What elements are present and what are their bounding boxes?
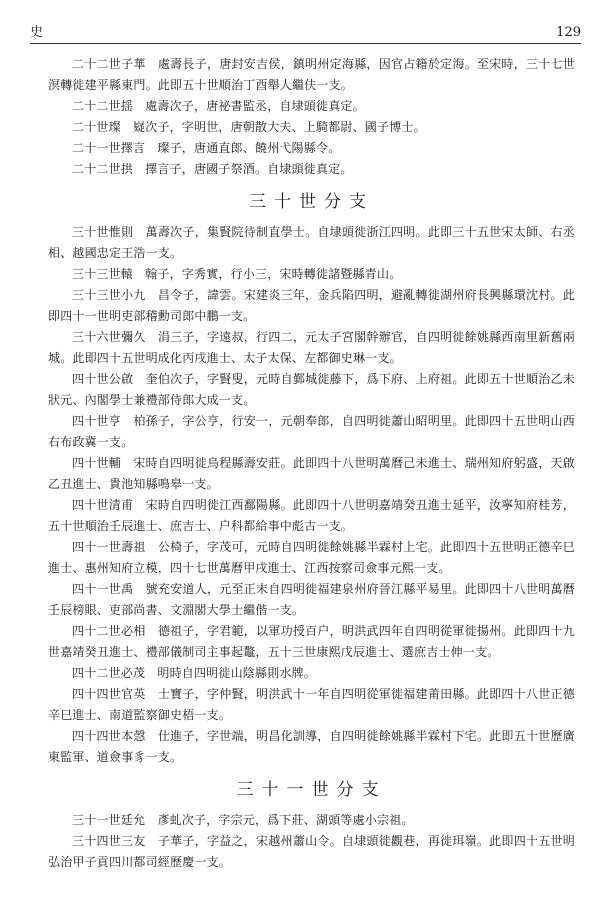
lineage-entry: 三十三世轅 翰子，字秀實，行小三，宋時轉徙諸暨縣青山。 xyxy=(72,267,402,281)
lineage-entry: 四十世輔 宋時自四明徙烏程縣壽安莊。此即四十八世明萬曆己未進士、瑞州知府躬盛，天啟乙丑進士、貴池知縣鳴皋一支。 xyxy=(48,456,575,491)
lineage-entry: 四十世公啟 奎伯次子，字賢叟，元時自鄞城徙藤下，爲下府、上府祖。此即五十世順治乙未狀元、內閣學士兼禮部侍郎大成一支。 xyxy=(48,372,575,407)
lineage-entry: 四十四世官英 士寶子，字仲賢，明洪武十一年自四明從軍徙福建莆田縣。此即四十八世正德辛巳進士、南道監察御史梧一支。 xyxy=(48,687,575,722)
section-heading: 三十世分支 xyxy=(249,192,374,212)
lineage-entry: 二十一世擇言 璨子，唐通直郎、饒州弋陽縣令。 xyxy=(72,141,341,155)
lineage-entry: 二十二世揺 處壽次子，唐祕書監丞，自埭頭徙真定。 xyxy=(72,99,365,113)
lineage-entry: 三十三世小九 昌令子，諱雲。宋建炎三年，金兵陷四明，避亂轉徙湖州府長興縣環沈村。此即四十一世明吏部稽勳司郎中鵬一支。 xyxy=(48,288,575,323)
lineage-entry: 四十二世必茂 明時自四明徙山陰縣則水牌。 xyxy=(72,666,317,680)
running-title: 史 xyxy=(30,25,44,40)
lineage-entry: 三十六世彌久 涓三子，字遠叔，行四二，元太子宮閣幹辦官，自四明徙餘姚縣西南里新舊兩城。此即四十五世明成化丙戌進士、太子太保、左都御史琳一支。 xyxy=(48,330,575,365)
lineage-entry: 三十四世三友 子華子，字益之，宋越州蕭山令。自埭頭徙觀巷，再徙珥嶺。此即四十五世明弘治甲子貢四川都司經歷慶一支。 xyxy=(48,834,575,869)
lineage-entry: 四十世清甫 宋時自四明徙江西鄱陽縣。此即四十八世明嘉靖癸丑進士延平，汝寧知府桂芳，五十世順治壬辰進士、庶吉士、户科都給事中彪古一支。 xyxy=(48,498,575,533)
lineage-entry: 四十二世必相 德祖子，字君範，以軍功授百户，明洪武四年自四明從軍徙揚州。此即四十九世嘉靖癸丑進士、禮部儀制司主事起鼇，五十三世康熙戊辰進士、選庶吉士伸一支。 xyxy=(48,624,575,659)
lineage-entry: 四十世亨 柏孫子，字公亨，行安一，元朝奉郎，自四明徙蕭山昭明里。此即四十五世明山西右布政冀一支。 xyxy=(48,414,575,449)
lineage-entry: 四十一世禹 號充安道人，元至正末自四明徙福建泉州府晉江縣平易里。此即四十八世明萬曆壬辰榜眼、吏部尚書、文淵閣大學士繼偕一支。 xyxy=(48,582,575,617)
lineage-entry: 二十二世拱 擇言子，唐國子祭酒。自埭頭徙真定。 xyxy=(72,162,353,176)
running-header xyxy=(30,16,581,44)
section-heading: 三十一世分支 xyxy=(236,780,387,800)
lineage-entry: 四十四世本愨 仕進子，字世端，明昌化訓導，自四明徙餘姚縣半霖村下宅。此即五十世歷廣東監軍、道僉事豸一支。 xyxy=(48,729,575,764)
lineage-entry: 二十世璨 嶷次子，字明世，唐朝散大夫、上騎都尉、國子博士。 xyxy=(72,120,426,134)
lineage-entry: 四十一世壽祖 公椅子，字茂可，元時自四明徙餘姚縣半霖村上宅。此即四十五世明正德辛巳進士、惠州知府立模，四十七世萬曆甲戌進士、江西按察司僉事元熙一支。 xyxy=(48,540,575,575)
page-body xyxy=(48,54,575,873)
lineage-entry: 二十二世子華 處壽長子，唐封安吉侯，鎮明州定海縣，因官占籍於定海。至宋時，三十七世溟轉徙建平縣東門。此即五十世順治丁酉舉人繼伕一支。 xyxy=(48,57,575,92)
lineage-entry: 三十一世廷允 彥虬次子，字宗元，爲下莊、湖頭等處小宗祖。 xyxy=(72,813,414,827)
lineage-entry: 三十世惟則 萬壽次子，集賢院待制直學士。自埭頭徙浙江四明。此即三十五世宋太師、右丞相、越國忠定王浩一支。 xyxy=(48,225,575,260)
page-number: 129 xyxy=(556,25,581,40)
